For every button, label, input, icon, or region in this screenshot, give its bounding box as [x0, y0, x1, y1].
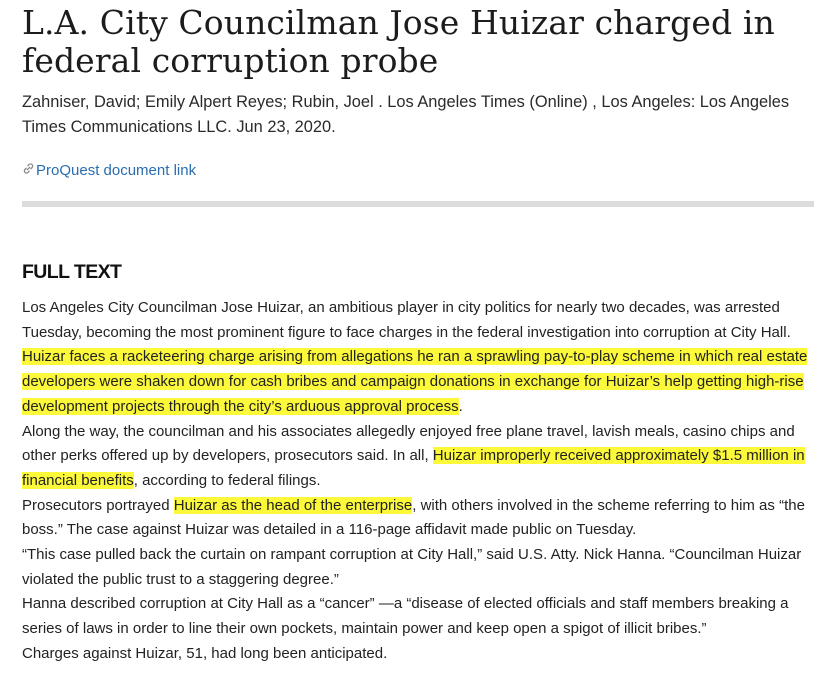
paragraph-4-start: Prosecutors portrayed — [22, 496, 174, 514]
paragraph-3-start: Along the way, the councilman and his associates allegedly enjoyed free plane travel, lavish meals, casino chips and other perks offered up by developers, prosecutors said. In all, — [22, 422, 795, 465]
paragraph-6: Hanna described corruption at City Hall as a “cancer” —a “disease of elected officials and staff members breaking a series of laws in order to line their own pockets, maintain power and keep open a spigot of illicit bribes.” — [22, 595, 789, 638]
full-text-body — [22, 296, 814, 667]
highlighted-text: Huizar faces a racketeering charge arising from allegations he ran a sprawling pay-to-play scheme in which real estate developers were shaken down for cash bribes and campaign donations in exchange for Huizar’s help getting high-rise development projects through the city’s arduous approval process — [22, 348, 808, 415]
paragraph-2-end: . — [458, 397, 463, 415]
paragraph-4 — [22, 494, 814, 543]
document-page — [22, 0, 814, 667]
highlighted-text: Huizar improperly received approximately $1.5 million in financial benefits — [22, 447, 805, 489]
article-title: L.A. City Councilman Jose Huizar charged in federal corruption probe — [22, 3, 775, 80]
section-divider — [22, 201, 814, 207]
article-byline: Zahniser, David; Emily Alpert Reyes; Rubin, Joel . Los Angeles Times (Online) , Los Angeles: Los Angeles Times Communications LLC. Jun 23, 2020. — [22, 93, 790, 136]
paragraph-2 — [22, 345, 814, 419]
paragraph-7: Charges against Huizar, 51, had long been anticipated. — [22, 644, 388, 662]
full-text-heading: FULL TEXT — [22, 261, 122, 283]
paragraph-3 — [22, 420, 814, 494]
highlighted-text: Huizar as the head of the enterprise — [173, 496, 413, 514]
link-icon — [22, 161, 36, 181]
proquest-document-link-label: ProQuest document link — [36, 162, 197, 179]
paragraph-3-end: , according to federal filings. — [133, 471, 321, 489]
paragraph-1: Los Angeles City Councilman Jose Huizar, an ambitious player in city politics for nearly two decades, was arrested Tuesday, becoming the most prominent figure to face charges in the federal investigation into corruption at City Hall. — [22, 299, 791, 341]
paragraph-5: “This case pulled back the curtain on rampant corruption at City Hall,” said U.S. Atty. Nick Hanna. “Councilman Huizar violated the public trust to a staggering degree.” — [22, 546, 802, 588]
proquest-document-link[interactable] — [22, 161, 196, 181]
paragraph-4-end: , with others involved in the scheme referring to him as “the boss.” The case against Huizar was detailed in a 116-page affidavit made public on Tuesday. — [22, 496, 805, 539]
